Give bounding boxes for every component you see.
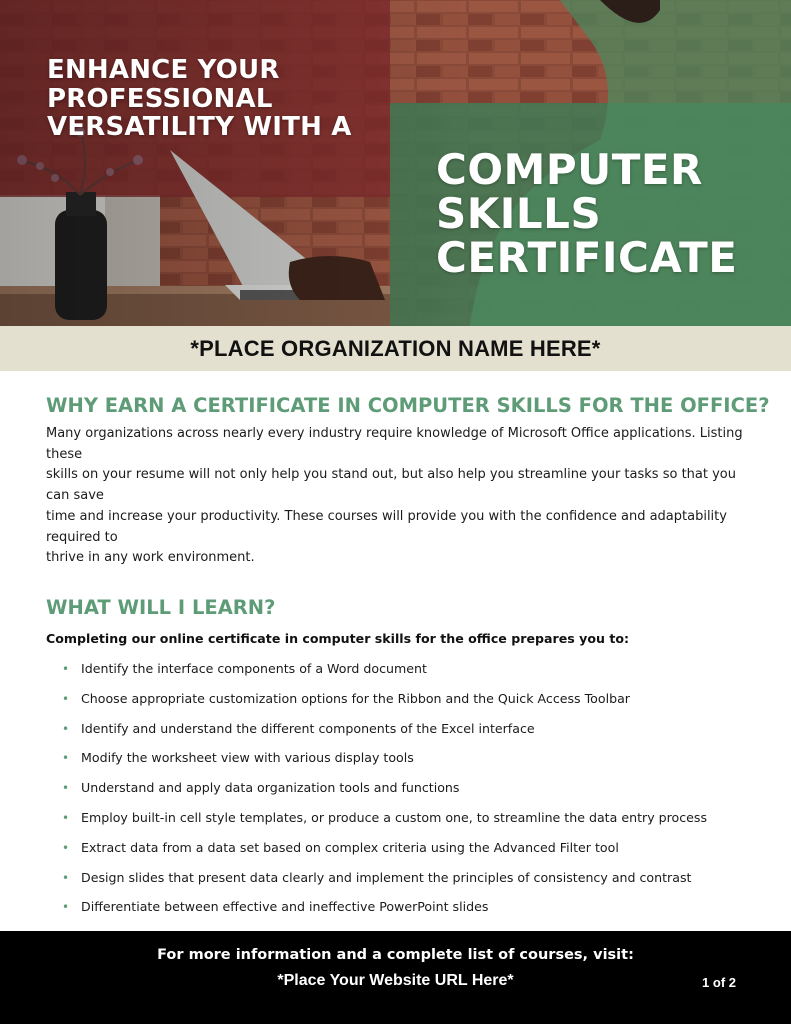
- list-item-text: Modify the worksheet view with various display tools: [81, 750, 414, 766]
- hero-title: [436, 145, 738, 282]
- bullet-icon: •: [62, 870, 70, 885]
- footer-info: For more information and a complete list of courses, visit:: [157, 947, 634, 963]
- list-item: [46, 869, 750, 899]
- bullet-icon: •: [62, 661, 70, 676]
- bullet-icon: •: [62, 810, 70, 825]
- list-item: [46, 749, 750, 779]
- title-line: CERTIFICATE: [436, 233, 738, 282]
- list-item: [46, 839, 750, 869]
- organization-name: *PLACE ORGANIZATION NAME HERE*: [190, 335, 601, 361]
- learn-heading: WHAT WILL I LEARN?: [46, 595, 276, 619]
- main-content: [46, 394, 770, 928]
- bullet-icon: •: [62, 751, 70, 766]
- tagline-line: VERSATILITY WITH A: [47, 112, 352, 142]
- list-item-text: Differentiate between effective and ineffective PowerPoint slides: [81, 899, 489, 915]
- learn-lead: Completing our online certificate in computer skills for the office prepares you to:: [46, 630, 630, 646]
- title-line: SKILLS: [436, 189, 602, 238]
- bullet-icon: •: [62, 691, 70, 706]
- list-item-text: Extract data from a data set based on complex criteria using the Advanced Filter tool: [81, 839, 619, 855]
- organization-bar: [0, 326, 791, 371]
- why-line: Many organizations across nearly every industry require knowledge of Microsoft Office applications. Listing these: [46, 426, 743, 462]
- bullet-icon: •: [62, 721, 70, 736]
- website-url-link[interactable]: *Place Your Website URL Here*: [277, 972, 514, 989]
- footer: [0, 931, 791, 1024]
- list-item: [46, 720, 750, 750]
- list-item-text: Employ built-in cell style templates, or produce a custom one, to streamline the data entry process: [81, 809, 708, 825]
- bullet-icon: •: [62, 840, 70, 855]
- hero-tagline: [47, 56, 352, 142]
- list-item: [46, 690, 750, 720]
- learn-list: [46, 660, 750, 928]
- list-item: [46, 660, 750, 690]
- list-item-text: Understand and apply data organization tools and functions: [81, 780, 460, 796]
- page-number: 1 of 2: [702, 975, 736, 990]
- why-heading: WHY EARN A CERTIFICATE IN COMPUTER SKILLS FOR THE OFFICE?: [46, 394, 770, 417]
- tagline-line: ENHANCE YOUR: [47, 55, 280, 85]
- title-line: COMPUTER: [436, 145, 703, 194]
- tagline-line: PROFESSIONAL: [47, 83, 273, 114]
- bullet-icon: •: [62, 900, 70, 915]
- list-item-text: Identify the interface components of a Word document: [81, 660, 427, 676]
- bullet-icon: •: [62, 781, 70, 796]
- list-item-text: Choose appropriate customization options for the Ribbon and the Quick Access Toolbar: [81, 690, 630, 706]
- list-item: [46, 809, 750, 839]
- why-line: time and increase your productivity. These courses will provide you with the confidence and adaptability required to: [46, 508, 727, 545]
- list-item: [46, 898, 750, 928]
- list-item-text: Identify and understand the different components of the Excel interface: [81, 720, 535, 736]
- hero-banner: [0, 0, 791, 326]
- why-line: thrive in any work environment.: [46, 550, 255, 566]
- why-paragraph: [46, 424, 750, 569]
- why-line: skills on your resume will not only help you stand out, but also help you streamline your tasks so that you can save: [46, 467, 736, 504]
- list-item-text: Design slides that present data clearly and implement the principles of consistency and contrast: [81, 869, 692, 885]
- list-item: [46, 779, 750, 809]
